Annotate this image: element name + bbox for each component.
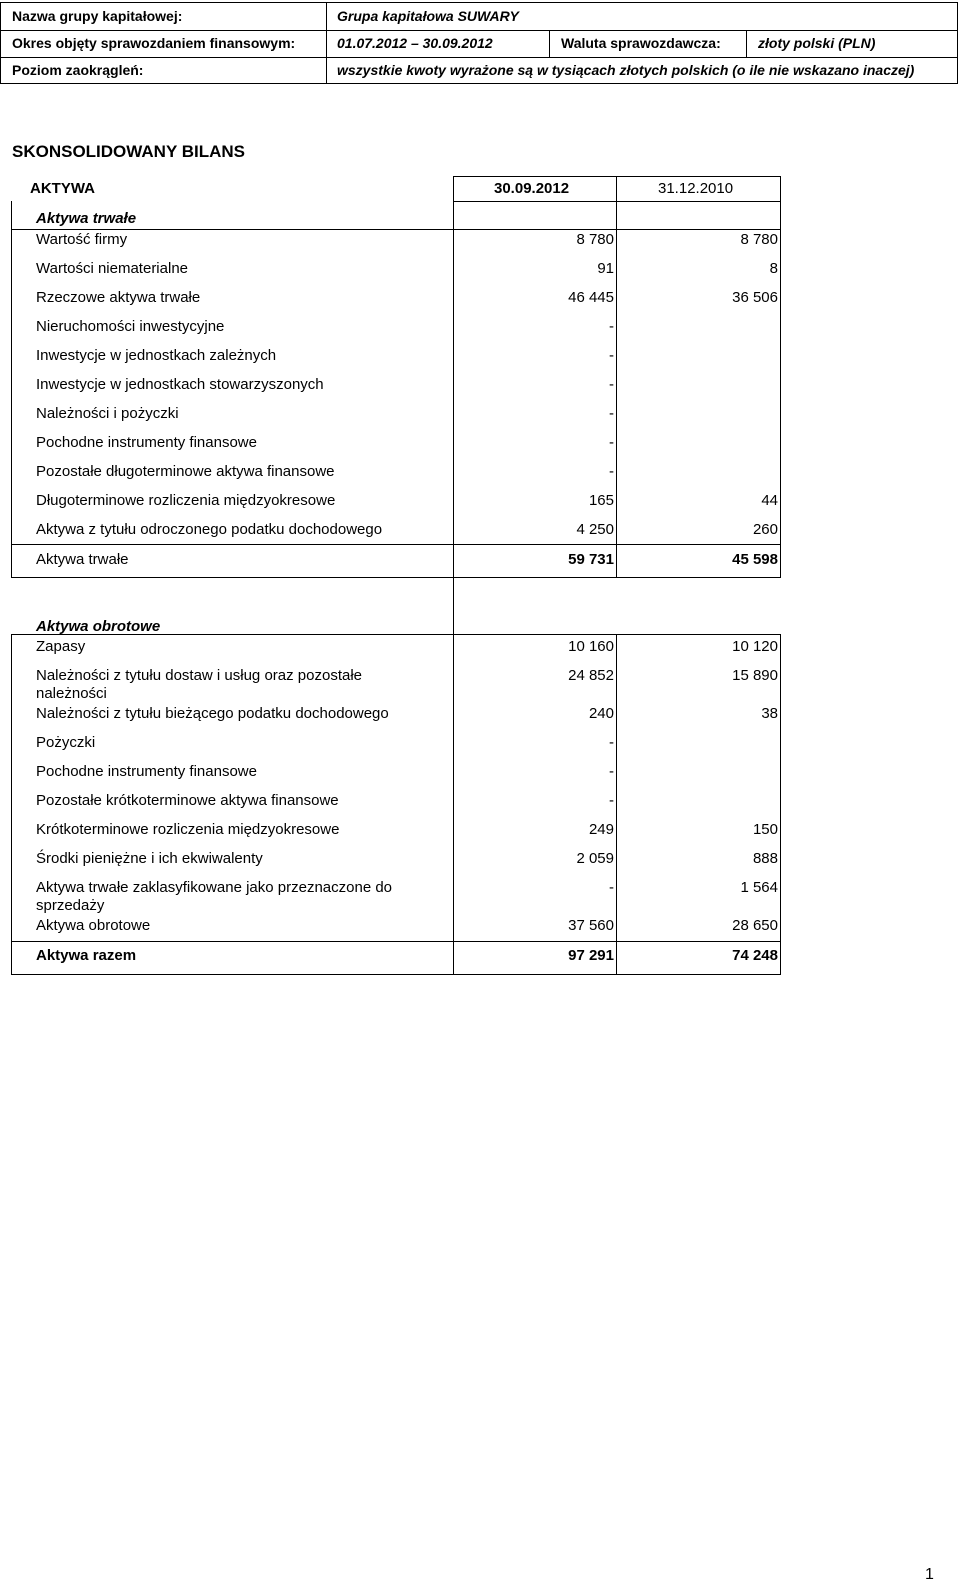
row-label: Pochodne instrumenty finansowe bbox=[36, 763, 257, 780]
row-value-current: 10 160 bbox=[568, 638, 614, 655]
row-value-prior: 260 bbox=[752, 521, 778, 538]
table-rule bbox=[11, 201, 12, 578]
row-value-current: - bbox=[609, 879, 614, 896]
row-value-prior: 44 bbox=[761, 492, 778, 509]
table-rule bbox=[11, 941, 781, 942]
group-name-value: Grupa kapitałowa SUWARY bbox=[337, 8, 519, 24]
table-rule bbox=[11, 974, 781, 975]
row-label: Rzeczowe aktywa trwałe bbox=[36, 289, 201, 306]
row-label: Pozostałe krótkoterminowe aktywa finansowe bbox=[36, 792, 339, 809]
row-label: Wartość firmy bbox=[36, 231, 128, 248]
table-rule bbox=[453, 176, 454, 578]
row-value-current: 4 250 bbox=[576, 521, 614, 538]
row-value-prior: 8 bbox=[769, 260, 778, 277]
row-value-prior: 150 bbox=[752, 821, 778, 838]
row-label: Inwestycje w jednostkach zależnych bbox=[36, 347, 277, 364]
table-rule bbox=[780, 176, 781, 578]
row-label: Krótkoterminowe rozliczenia międzyokresowe bbox=[36, 821, 340, 838]
period-label: Okres objęty sprawozdaniem finansowym: bbox=[12, 35, 296, 51]
row-value-current: 249 bbox=[588, 821, 614, 838]
subtotal-value-current: 37 560 bbox=[568, 917, 614, 934]
row-label: Aktywa trwałe zaklasyfikowane jako przeznaczone do sprzedaży bbox=[36, 879, 393, 914]
table-rule bbox=[780, 634, 781, 975]
row-value-current: - bbox=[609, 434, 614, 451]
row-label: Należności z tytułu bieżącego podatku dochodowego bbox=[36, 705, 389, 722]
row-value-current: 91 bbox=[597, 260, 614, 277]
row-value-current: - bbox=[609, 405, 614, 422]
row-value-current: 2 059 bbox=[576, 850, 614, 867]
table-rule bbox=[453, 578, 454, 975]
rounding-value: wszystkie kwoty wyrażone są w tysiącach złotych polskich (o ile nie wskazano inaczej) bbox=[337, 62, 915, 78]
row-label: Aktywa trwałe bbox=[36, 551, 129, 568]
row-value-prior: 38 bbox=[761, 705, 778, 722]
page-title: SKONSOLIDOWANY BILANS bbox=[12, 142, 245, 161]
row-value-prior: 1 564 bbox=[740, 879, 778, 896]
table-rule bbox=[453, 176, 781, 177]
row-label: Należności i pożyczki bbox=[36, 405, 179, 422]
grand-total-value-prior: 74 248 bbox=[732, 947, 778, 964]
row-label: Aktywa obrotowe bbox=[36, 917, 151, 934]
current-assets-heading: Aktywa obrotowe bbox=[36, 618, 161, 635]
currency-label: Waluta sprawozdawcza: bbox=[561, 35, 721, 51]
row-value-current: - bbox=[609, 734, 614, 751]
row-value-current: 8 780 bbox=[576, 231, 614, 248]
table-rule bbox=[11, 544, 781, 545]
subtotal-value-prior: 45 598 bbox=[732, 551, 778, 568]
row-label: Pochodne instrumenty finansowe bbox=[36, 434, 257, 451]
table-rule bbox=[616, 176, 617, 578]
row-value-current: - bbox=[609, 763, 614, 780]
column-header-current: 30.09.2012 bbox=[494, 180, 570, 197]
row-value-prior: 36 506 bbox=[732, 289, 778, 306]
row-label: Środki pieniężne i ich ekwiwalenty bbox=[36, 850, 263, 867]
row-label: Zapasy bbox=[36, 638, 86, 655]
column-header-prior: 31.12.2010 bbox=[658, 180, 734, 197]
row-value-current: - bbox=[609, 792, 614, 809]
grand-total-label: Aktywa razem bbox=[36, 947, 137, 964]
table-rule bbox=[11, 577, 781, 578]
row-label: Pozostałe długoterminowe aktywa finansowe bbox=[36, 463, 335, 480]
rounding-label: Poziom zaokrągleń: bbox=[12, 62, 144, 78]
row-value-current: 165 bbox=[588, 492, 614, 509]
table-rule bbox=[11, 634, 12, 975]
row-value-prior: 888 bbox=[752, 850, 778, 867]
row-value-prior: 15 890 bbox=[732, 667, 778, 684]
period-value: 01.07.2012 – 30.09.2012 bbox=[337, 35, 493, 51]
row-value-prior: 8 780 bbox=[740, 231, 778, 248]
row-value-current: 24 852 bbox=[568, 667, 614, 684]
row-label: Należności z tytułu dostaw i usług oraz pozostałe należności bbox=[36, 667, 363, 702]
row-label: Długoterminowe rozliczenia międzyokresowe bbox=[36, 492, 336, 509]
row-label: Wartości niematerialne bbox=[36, 260, 188, 277]
row-label: Nieruchomości inwestycyjne bbox=[36, 318, 225, 335]
row-value-current: 46 445 bbox=[568, 289, 614, 306]
row-value-current: - bbox=[609, 463, 614, 480]
row-value-current: - bbox=[609, 347, 614, 364]
subtotal-value-current: 59 731 bbox=[568, 551, 614, 568]
row-value-prior: 10 120 bbox=[732, 638, 778, 655]
table-rule bbox=[11, 229, 781, 230]
row-value-current: - bbox=[609, 376, 614, 393]
table-rule bbox=[453, 201, 781, 202]
currency-value: złoty polski (PLN) bbox=[758, 35, 876, 51]
fixed-assets-heading: Aktywa trwałe bbox=[36, 210, 137, 227]
page-number: 1 bbox=[925, 1566, 934, 1583]
row-label: Aktywa z tytułu odroczonego podatku dochodowego bbox=[36, 521, 383, 538]
grand-total-value-current: 97 291 bbox=[568, 947, 614, 964]
table-rule bbox=[616, 634, 617, 975]
row-value-current: - bbox=[609, 318, 614, 335]
row-label: Inwestycje w jednostkach stowarzyszonych bbox=[36, 376, 324, 393]
section-header-assets: AKTYWA bbox=[30, 180, 95, 197]
row-label: Pożyczki bbox=[36, 734, 96, 751]
subtotal-value-prior: 28 650 bbox=[732, 917, 778, 934]
row-value-current: 240 bbox=[588, 705, 614, 722]
group-name-label: Nazwa grupy kapitałowej: bbox=[12, 8, 183, 24]
